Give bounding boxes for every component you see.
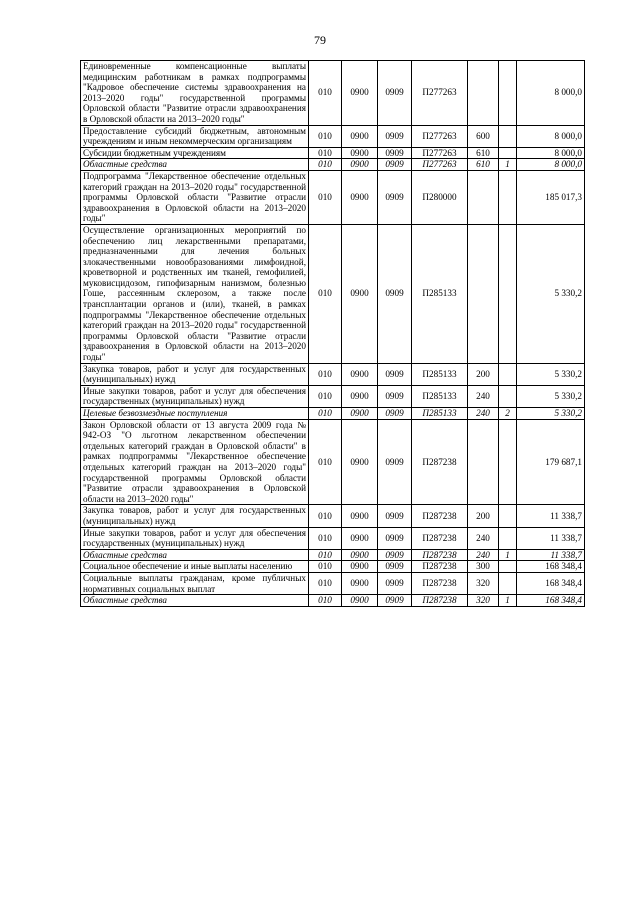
row-name: Осуществление организационных мероприятий по обеспечению лиц лекарственными препаратами, предназначенными для лечения больных злокачественными новообразованиями лимфоидной, кроветворной и родственных им тканей, гемофилией, муковисцидозом, гипофизарным нанизмом, болезнью Гоше, рассеянным склерозом, а также после трансплантации органов и (или), тканей, в рамках подпрограммы "Лекарственное обеспечение отдельных категорий граждан на 2013–2020 годы" государственной программы Орловской области "Развитие отрасли здравоохранения в Орловской области на 2013–2020 годы" (81, 224, 309, 363)
funding-source-code: 1 (499, 549, 517, 561)
subsection-code: 0909 (378, 363, 412, 385)
target-item-code: П280000 (412, 170, 468, 224)
funding-source-code: 2 (499, 408, 517, 420)
subsection-code: 0909 (378, 125, 412, 147)
row-name: Иные закупки товаров, работ и услуг для обеспечения государственных (муниципальных) нужд (81, 527, 309, 549)
funding-source-code (499, 385, 517, 407)
expense-type-code: 240 (468, 549, 499, 561)
admin-code: 010 (309, 505, 342, 527)
section-code: 0900 (342, 159, 378, 171)
expense-type-code: 300 (468, 561, 499, 573)
funding-source-code (499, 224, 517, 363)
row-name: Социальное обеспечение и иные выплаты населению (81, 561, 309, 573)
expense-type-code: 320 (468, 572, 499, 594)
section-code: 0900 (342, 385, 378, 407)
funding-source-code (499, 147, 517, 159)
target-item-code: П285133 (412, 363, 468, 385)
table-row (81, 549, 585, 561)
admin-code: 010 (309, 419, 342, 505)
budget-table (80, 60, 585, 607)
section-code: 0900 (342, 505, 378, 527)
row-name: Областные средства (81, 595, 309, 607)
target-item-code: П287238 (412, 419, 468, 505)
amount: 5 330,2 (517, 385, 585, 407)
subsection-code: 0909 (378, 527, 412, 549)
target-item-code: П277263 (412, 125, 468, 147)
admin-code: 010 (309, 408, 342, 420)
amount: 5 330,2 (517, 408, 585, 420)
admin-code: 010 (309, 363, 342, 385)
table-row (81, 224, 585, 363)
row-name: Предоставление субсидий бюджетным, автономным учреждениям и иным некоммерческим организациям (81, 125, 309, 147)
row-name: Областные средства (81, 549, 309, 561)
subsection-code: 0909 (378, 170, 412, 224)
amount: 8 000,0 (517, 61, 585, 126)
section-code: 0900 (342, 224, 378, 363)
funding-source-code (499, 170, 517, 224)
table-row (81, 505, 585, 527)
admin-code: 010 (309, 572, 342, 594)
row-name: Единовременные компенсационные выплаты медицинским работникам в рамках подпрограммы "Кадровое обеспечение системы здравоохранения на 2013–2020 годы" государственной программы Орловской области "Развитие отрасли здравоохранения в Орловской области на 2013–2020 годы" (81, 61, 309, 126)
expense-type-code (468, 419, 499, 505)
row-name: Областные средства (81, 159, 309, 171)
subsection-code: 0909 (378, 505, 412, 527)
expense-type-code (468, 224, 499, 363)
table-row (81, 572, 585, 594)
section-code: 0900 (342, 363, 378, 385)
admin-code: 010 (309, 125, 342, 147)
table-row (81, 61, 585, 126)
expense-type-code (468, 61, 499, 126)
target-item-code: П277263 (412, 147, 468, 159)
subsection-code: 0909 (378, 561, 412, 573)
section-code: 0900 (342, 561, 378, 573)
expense-type-code: 240 (468, 385, 499, 407)
admin-code: 010 (309, 170, 342, 224)
target-item-code: П285133 (412, 224, 468, 363)
admin-code: 010 (309, 147, 342, 159)
expense-type-code: 610 (468, 147, 499, 159)
subsection-code: 0909 (378, 61, 412, 126)
amount: 168 348,4 (517, 561, 585, 573)
row-name: Целевые безвозмездные поступления (81, 408, 309, 420)
table-row (81, 595, 585, 607)
section-code: 0900 (342, 549, 378, 561)
row-name: Закупка товаров, работ и услуг для государственных (муниципальных) нужд (81, 363, 309, 385)
table-row (81, 527, 585, 549)
table-row (81, 125, 585, 147)
page-number: 79 (314, 33, 326, 47)
admin-code: 010 (309, 549, 342, 561)
section-code: 0900 (342, 408, 378, 420)
subsection-code: 0909 (378, 385, 412, 407)
table-row (81, 147, 585, 159)
admin-code: 010 (309, 527, 342, 549)
expense-type-code: 600 (468, 125, 499, 147)
expense-type-code: 320 (468, 595, 499, 607)
amount: 5 330,2 (517, 363, 585, 385)
subsection-code: 0909 (378, 572, 412, 594)
row-name: Субсидии бюджетным учреждениям (81, 147, 309, 159)
subsection-code: 0909 (378, 147, 412, 159)
amount: 168 348,4 (517, 595, 585, 607)
table-row (81, 419, 585, 505)
table-row (81, 408, 585, 420)
admin-code: 010 (309, 595, 342, 607)
row-name: Закон Орловской области от 13 августа 2009 года № 942-ОЗ "О льготном лекарственном обеспечении отдельных категорий граждан в Орловской области" в рамках подпрограммы "Лекарственное обеспечение отдельных категорий граждан на 2013–2020 годы" государственной программы Орловской области "Развитие отрасли здравоохранения в Орловской области на 2013–2020 годы" (81, 419, 309, 505)
table-row (81, 561, 585, 573)
section-code: 0900 (342, 125, 378, 147)
subsection-code: 0909 (378, 419, 412, 505)
amount: 11 338,7 (517, 527, 585, 549)
admin-code: 010 (309, 385, 342, 407)
amount: 8 000,0 (517, 159, 585, 171)
amount: 8 000,0 (517, 125, 585, 147)
amount: 168 348,4 (517, 572, 585, 594)
funding-source-code (499, 505, 517, 527)
table-row (81, 363, 585, 385)
funding-source-code: 1 (499, 159, 517, 171)
section-code: 0900 (342, 170, 378, 224)
funding-source-code (499, 561, 517, 573)
funding-source-code (499, 61, 517, 126)
funding-source-code (499, 125, 517, 147)
table-row (81, 170, 585, 224)
admin-code: 010 (309, 224, 342, 363)
target-item-code: П287238 (412, 549, 468, 561)
target-item-code: П287238 (412, 595, 468, 607)
admin-code: 010 (309, 61, 342, 126)
section-code: 0900 (342, 572, 378, 594)
amount: 5 330,2 (517, 224, 585, 363)
target-item-code: П277263 (412, 61, 468, 126)
expense-type-code: 200 (468, 363, 499, 385)
section-code: 0900 (342, 61, 378, 126)
subsection-code: 0909 (378, 224, 412, 363)
funding-source-code (499, 572, 517, 594)
section-code: 0900 (342, 527, 378, 549)
amount: 185 017,3 (517, 170, 585, 224)
expense-type-code: 240 (468, 527, 499, 549)
section-code: 0900 (342, 147, 378, 159)
table-row (81, 385, 585, 407)
section-code: 0900 (342, 419, 378, 505)
funding-source-code: 1 (499, 595, 517, 607)
target-item-code: П287238 (412, 527, 468, 549)
subsection-code: 0909 (378, 159, 412, 171)
target-item-code: П285133 (412, 385, 468, 407)
row-name: Иные закупки товаров, работ и услуг для обеспечения государственных (муниципальных) нужд (81, 385, 309, 407)
admin-code: 010 (309, 561, 342, 573)
funding-source-code (499, 363, 517, 385)
amount: 11 338,7 (517, 505, 585, 527)
row-name: Социальные выплаты гражданам, кроме публичных нормативных социальных выплат (81, 572, 309, 594)
subsection-code: 0909 (378, 549, 412, 561)
expense-type-code: 240 (468, 408, 499, 420)
funding-source-code (499, 527, 517, 549)
expense-type-code: 200 (468, 505, 499, 527)
section-code: 0900 (342, 595, 378, 607)
subsection-code: 0909 (378, 408, 412, 420)
amount: 8 000,0 (517, 147, 585, 159)
table-body (81, 61, 585, 607)
target-item-code: П287238 (412, 505, 468, 527)
admin-code: 010 (309, 159, 342, 171)
amount: 179 687,1 (517, 419, 585, 505)
expense-type-code (468, 170, 499, 224)
table-row (81, 159, 585, 171)
target-item-code: П287238 (412, 572, 468, 594)
row-name: Подпрограмма "Лекарственное обеспечение отдельных категорий граждан на 2013–2020 годы" государственной программы Орловской области "Развитие отрасли здравоохранения в Орловской области на 2013–2020 годы" (81, 170, 309, 224)
target-item-code: П285133 (412, 408, 468, 420)
expense-type-code: 610 (468, 159, 499, 171)
row-name: Закупка товаров, работ и услуг для государственных (муниципальных) нужд (81, 505, 309, 527)
subsection-code: 0909 (378, 595, 412, 607)
funding-source-code (499, 419, 517, 505)
amount: 11 338,7 (517, 549, 585, 561)
target-item-code: П287238 (412, 561, 468, 573)
target-item-code: П277263 (412, 159, 468, 171)
